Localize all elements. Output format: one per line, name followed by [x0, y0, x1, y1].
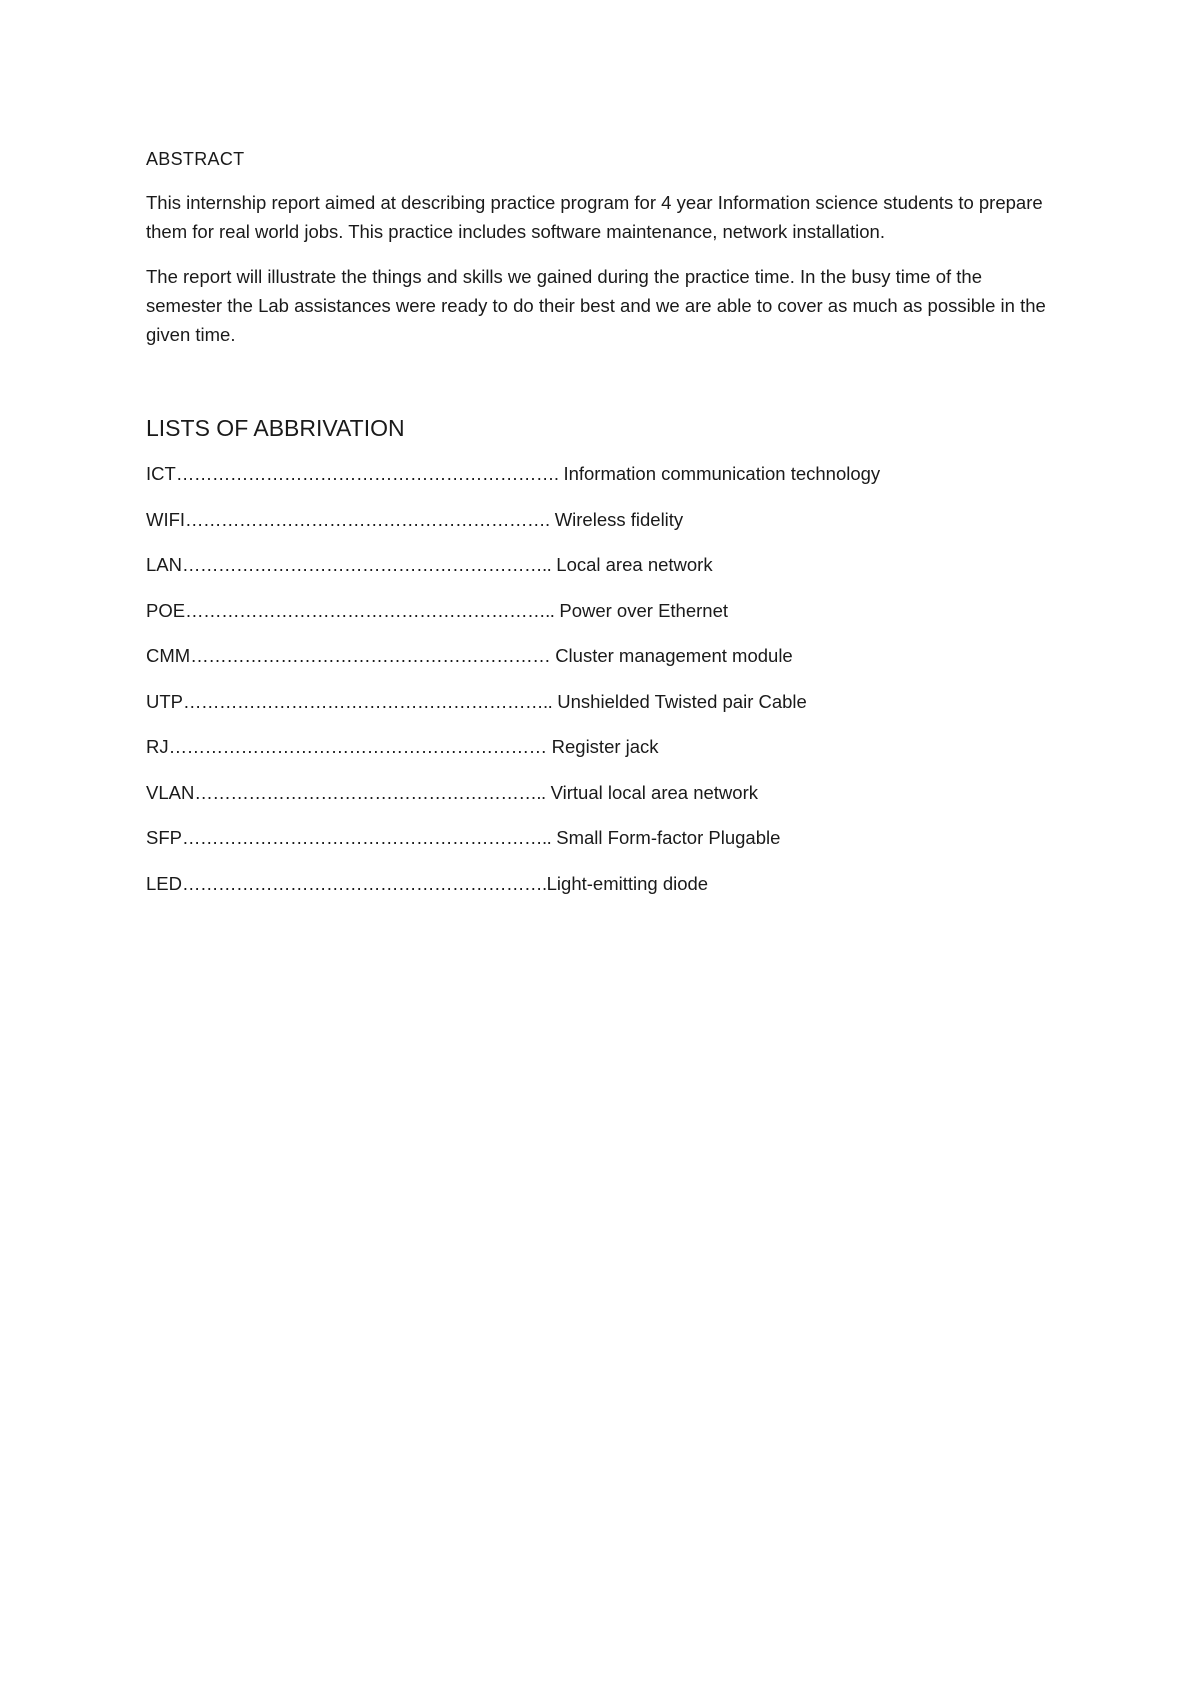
dot-leader: ……………………………………………………….	[175, 463, 559, 484]
abbreviation-term: SFP	[146, 827, 182, 848]
dot-leader: …………………………………………………….	[182, 872, 547, 894]
abbreviation-term: ICT	[146, 463, 176, 484]
abstract-paragraph: The report will illustrate the things and skills we gained during the practice time. In the busy time of the semester the Lab assistances were ready to do their best and we are able to cover as much as possible in the given time.	[146, 266, 1046, 345]
abbreviation-term: CMM	[146, 645, 191, 666]
page-content	[146, 146, 1061, 916]
abbreviations-heading: LISTS OF ABBRIVATION	[146, 415, 405, 441]
abbreviation-row	[146, 825, 1061, 851]
abbreviation-row	[146, 598, 1061, 624]
abbreviation-row	[146, 780, 1061, 806]
dot-leader: ……………………………………………………	[190, 645, 551, 666]
abbreviation-row	[146, 689, 1061, 715]
dot-leader: ……………………………………………………..	[183, 690, 553, 712]
dot-leader: ……………………………………………………..	[181, 827, 552, 848]
abbreviation-definition: Light-emitting diode	[546, 872, 709, 894]
abbreviation-row	[146, 643, 1061, 669]
dot-leader: ……………………………………………………..	[185, 599, 555, 621]
dot-leader: ………………………………………………………	[168, 736, 547, 757]
dot-leader: …………………………………………………….	[185, 508, 550, 530]
abbreviation-definition: Cluster management module	[555, 645, 793, 666]
abbreviation-row	[146, 734, 1061, 760]
abbreviation-definition: Virtual local area network	[550, 781, 758, 803]
abbreviation-definition: Local area network	[556, 554, 713, 575]
abbreviation-list	[146, 461, 1061, 897]
abbreviation-term: VLAN	[146, 781, 195, 803]
abbreviation-term: LAN	[146, 554, 182, 575]
abbreviation-row	[146, 871, 1061, 897]
abbreviation-definition: Information communication technology	[563, 463, 881, 484]
abbreviation-row	[146, 461, 1061, 487]
abstract-paragraph: This internship report aimed at describing practice program for 4 year Information science students to prepare them for real world jobs. This practice includes software maintenance, network installation.	[146, 192, 1043, 242]
dot-leader: ……………………………………………………..	[182, 554, 552, 575]
abbreviation-term: POE	[146, 599, 186, 621]
abbreviation-term: WIFI	[146, 508, 186, 530]
abbreviation-term: RJ	[146, 736, 169, 757]
dot-leader: …………………………………………………..	[194, 781, 546, 803]
abbreviation-term: LED	[146, 872, 182, 894]
abbreviation-definition: Register jack	[551, 736, 659, 757]
abbreviation-row	[146, 507, 1061, 533]
abbreviation-definition: Unshielded Twisted pair Cable	[557, 690, 807, 712]
abbreviation-term: UTP	[146, 690, 183, 712]
abbreviation-definition: Power over Ethernet	[559, 599, 729, 621]
abbreviation-definition: Wireless fidelity	[554, 508, 684, 530]
abstract-heading: ABSTRACT	[146, 149, 245, 169]
abbreviation-row	[146, 552, 1061, 578]
abbreviation-definition: Small Form-factor Plugable	[556, 827, 781, 848]
